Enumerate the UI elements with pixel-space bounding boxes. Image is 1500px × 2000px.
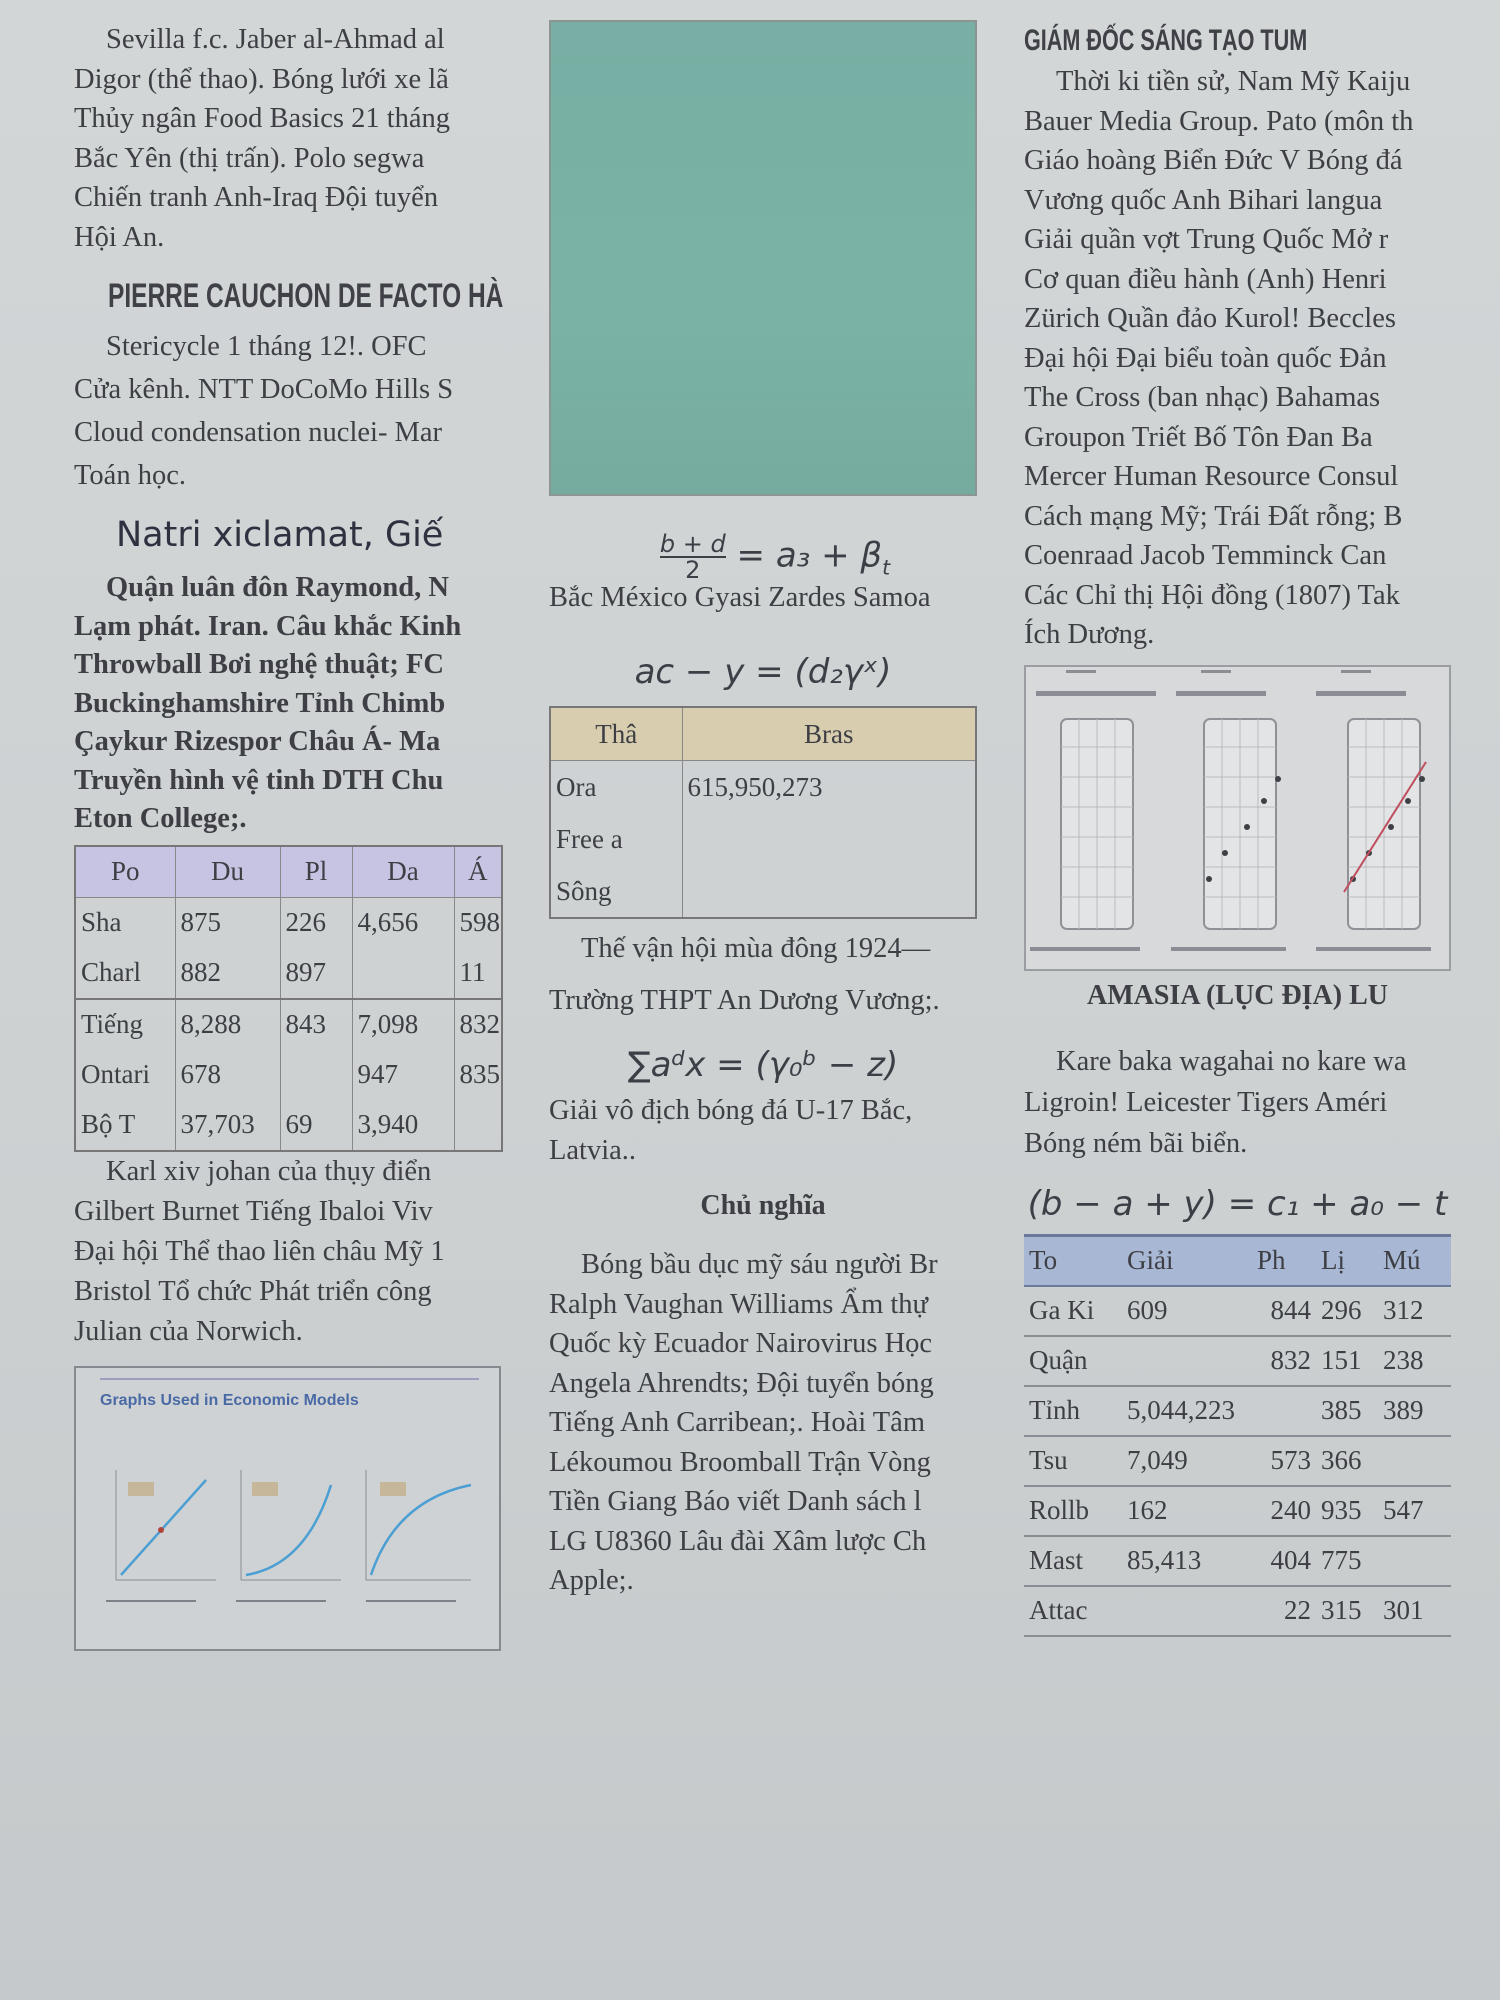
text-line: Cơ quan điều hành (Anh) Henri	[1024, 263, 1387, 295]
table-cell: 389	[1378, 1386, 1451, 1436]
table-row	[75, 1100, 502, 1151]
column-header: Thâ	[550, 707, 682, 761]
text-line: Cloud condensation nuclei- Mar	[74, 417, 443, 448]
table-cell: 85,413	[1122, 1536, 1252, 1586]
text-line: Thủy ngân Food Basics 21 tháng	[74, 103, 451, 134]
table-cell: Attac	[1024, 1586, 1122, 1636]
fraction-denominator: 2	[685, 556, 701, 584]
text-line: Groupon Triết Bố Tôn Đan Ba	[1024, 421, 1373, 453]
table-cell: Free a	[550, 813, 682, 865]
graph-steps-figure	[1024, 665, 1451, 971]
table-row	[1024, 1336, 1451, 1386]
text-line: Eton College;.	[74, 803, 247, 834]
table-cell: 875	[175, 897, 280, 948]
text-line: Giải quần vợt Trung Quốc Mở r	[1024, 224, 1389, 255]
table-cell	[682, 813, 976, 865]
text-line: Cửa kênh. NTT DoCoMo Hills S	[74, 374, 454, 405]
text-line: Bóng ném bãi biển.	[1024, 1127, 1248, 1159]
table-cell: 897	[280, 948, 352, 999]
text-line: Julian của Norwich.	[74, 1315, 303, 1347]
table-row	[1024, 1536, 1451, 1586]
column-header: Bras	[682, 707, 976, 761]
text-line: Quốc kỳ Ecuador Nairovirus Học	[549, 1328, 933, 1359]
divider	[100, 1378, 479, 1380]
text-line: Thế vận hội mùa đông 1924—	[581, 933, 931, 964]
table-cell: 11	[454, 948, 502, 999]
text-line: Apple;.	[549, 1565, 634, 1596]
table-row	[1024, 1436, 1451, 1486]
table-cell: 947	[352, 1050, 454, 1100]
text-line: Hội An.	[74, 221, 165, 253]
table-row	[1024, 1586, 1451, 1636]
text-line: Digor (thể thao). Bóng lưới xe lã	[74, 63, 449, 95]
equation-3: ∑aᵈx = (γ₀ᵇ − z)	[627, 1045, 899, 1085]
table-cell: 151	[1316, 1336, 1378, 1386]
text-line: Ích Dương.	[1024, 619, 1155, 650]
table-cell	[1122, 1336, 1252, 1386]
column-header: Da	[352, 846, 454, 898]
equation-text: = a₃ + β	[736, 535, 883, 576]
table-cell: 609	[1122, 1286, 1252, 1336]
table-cell: 844	[1252, 1286, 1316, 1336]
text-line: Latvia..	[549, 1135, 637, 1166]
table-cell: 3,940	[352, 1100, 454, 1151]
table-cell: 315	[1316, 1586, 1378, 1636]
text-line: Chiến tranh Anh-Iraq Đội tuyển	[74, 182, 439, 213]
text-line: Tiếng Anh Carribean;. Hoài Tâm	[549, 1407, 925, 1438]
table-cell: 835	[454, 1050, 502, 1100]
text-line: Stericycle 1 tháng 12!. OFC	[106, 331, 427, 362]
table-cell: 8,288	[175, 999, 280, 1050]
table-row	[550, 813, 976, 865]
data-table	[549, 706, 977, 919]
text-line: Giải vô địch bóng đá U-17 Bắc,	[549, 1095, 913, 1126]
data-table	[74, 845, 503, 1152]
table-cell: Tiếng	[75, 999, 175, 1050]
table-row	[1024, 1286, 1451, 1336]
text-line: Trường THPT An Dương Vương;.	[549, 985, 940, 1016]
column-left	[74, 20, 504, 1651]
data-table	[1024, 1234, 1451, 1637]
column-header: Po	[75, 846, 175, 898]
table-cell: 843	[280, 999, 352, 1050]
equation-1	[549, 530, 977, 584]
fraction-numerator: b + d	[659, 530, 726, 558]
column-header: Á	[454, 846, 502, 898]
text-line: Sevilla f.c. Jaber al-Ahmad al	[106, 24, 445, 55]
table-row	[75, 948, 502, 999]
column-header: Mú	[1378, 1235, 1451, 1286]
table-cell: 573	[1252, 1436, 1316, 1486]
column-header: Ph	[1252, 1235, 1316, 1286]
table-cell: Sha	[75, 897, 175, 948]
table-cell: 296	[1316, 1286, 1378, 1336]
table-cell: 4,656	[352, 897, 454, 948]
table-cell: 301	[1378, 1586, 1451, 1636]
text-line: Đại hội Thể thao liên châu Mỹ 1	[74, 1235, 445, 1267]
table-row	[75, 897, 502, 948]
text-line: Throwball Bơi nghệ thuật; FC	[74, 649, 444, 680]
table-row	[75, 1050, 502, 1100]
column-header: Lị	[1316, 1235, 1378, 1286]
text-line: Bắc Yên (thị trấn). Polo segwa	[74, 142, 425, 174]
three-panel-graph-illustration	[1026, 667, 1449, 965]
paragraph-1	[1024, 62, 1451, 655]
table-cell: Ora	[550, 761, 682, 814]
table-cell: 404	[1252, 1536, 1316, 1586]
table-cell: 598	[454, 897, 502, 948]
table-cell	[280, 1050, 352, 1100]
table-row	[550, 865, 976, 918]
table-cell: 69	[280, 1100, 352, 1151]
table-cell: 238	[1378, 1336, 1451, 1386]
table-cell	[352, 948, 454, 999]
paragraph-4	[74, 1152, 501, 1352]
text-line: Gilbert Burnet Tiếng Ibaloi Viv	[74, 1195, 433, 1227]
table-cell	[1122, 1586, 1252, 1636]
figure-title: Graphs Used in Economic Models	[100, 1391, 359, 1409]
text-line: Çaykur Rizespor Châu Á- Ma	[74, 726, 441, 757]
paragraph-2	[1024, 1041, 1451, 1164]
column-right	[1024, 20, 1451, 1637]
table-cell: 7,098	[352, 999, 454, 1050]
economic-models-figure	[74, 1366, 501, 1651]
text-line: Buckinghamshire Tỉnh Chimb	[74, 687, 446, 719]
table-cell: Ontari	[75, 1050, 175, 1100]
text-line: Bóng bầu dục mỹ sáu người Br	[581, 1249, 938, 1280]
table-cell: 547	[1378, 1486, 1451, 1536]
table-cell: 882	[175, 948, 280, 999]
paragraph-2	[74, 325, 501, 497]
section-heading: Natri xiclamat, Giế	[116, 515, 444, 555]
section-heading: AMASIA (LỤC ĐỊA) LU	[1086, 979, 1388, 1011]
text-line: Giáo hoàng Biển Đức V Bóng đá	[1024, 145, 1403, 176]
text-line: Toán học.	[74, 460, 186, 491]
text-line: Thời ki tiền sử, Nam Mỹ Kaiju	[1056, 66, 1411, 97]
table-cell: 312	[1378, 1286, 1451, 1336]
table-row	[75, 999, 502, 1050]
caption-text: Bắc México Gyasi Zardes Samoa	[549, 582, 931, 613]
text-line: Mercer Human Resource Consul	[1024, 461, 1399, 492]
table-cell	[682, 865, 976, 918]
table-cell: 385	[1316, 1386, 1378, 1436]
table-cell: 162	[1122, 1486, 1252, 1536]
section-heading: Chủ nghĩa	[700, 1190, 826, 1221]
photo-placeholder	[549, 20, 977, 496]
table-header-row	[75, 846, 502, 898]
column-header: To	[1024, 1235, 1122, 1286]
text-line: Bristol Tổ chức Phát triển công	[74, 1275, 432, 1307]
table-cell: Bộ T	[75, 1100, 175, 1151]
text-line: Tiền Giang Báo viết Danh sách l	[549, 1486, 922, 1517]
table-cell: 775	[1316, 1536, 1378, 1586]
table-cell: 615,950,273	[682, 761, 976, 814]
table-cell: 226	[280, 897, 352, 948]
text-line: Truyền hình vệ tinh DTH Chu	[74, 764, 444, 796]
table-cell: Quận	[1024, 1336, 1122, 1386]
column-header: Du	[175, 846, 280, 898]
table-cell: Charl	[75, 948, 175, 999]
text-line: The Cross (ban nhạc) Bahamas	[1024, 382, 1381, 413]
paragraph-1	[549, 923, 977, 1027]
table-header-row	[1024, 1235, 1451, 1286]
column-header: Giải	[1122, 1235, 1252, 1286]
table-cell	[1378, 1436, 1451, 1486]
text-line: Zürich Quần đảo Kurol! Beccles	[1024, 303, 1396, 334]
equation-1: (b − a + y) = c₁ + a₀ − t	[1027, 1183, 1448, 1224]
text-line: Các Chỉ thị Hội đồng (1807) Tak	[1024, 579, 1400, 611]
table-cell: 678	[175, 1050, 280, 1100]
text-line: Lékoumou Broomball Trận Vòng	[549, 1446, 931, 1478]
text-line: Angela Ahrendts; Đội tuyển bóng	[549, 1367, 934, 1399]
section-heading: GIÁM ĐỐC SÁNG TẠO TUM	[1024, 24, 1308, 57]
text-line: Coenraad Jacob Temminck Can	[1024, 540, 1387, 571]
text-line: Kare baka wagahai no kare wa	[1056, 1045, 1407, 1077]
table-cell: 22	[1252, 1586, 1316, 1636]
table-cell	[454, 1100, 502, 1151]
text-line: Cách mạng Mỹ; Trái Đất rỗng; B	[1024, 500, 1403, 532]
table-cell	[1378, 1536, 1451, 1586]
paragraph-3	[74, 569, 501, 839]
table-cell: 366	[1316, 1436, 1378, 1486]
economic-graphs-illustration	[76, 1430, 499, 1630]
table-cell: Tsu	[1024, 1436, 1122, 1486]
text-line: Ralph Vaughan Williams Ẩm thự	[549, 1288, 928, 1320]
column-header: Pl	[280, 846, 352, 898]
table-cell: 37,703	[175, 1100, 280, 1151]
text-line: Vương quốc Anh Bihari langua	[1024, 184, 1383, 216]
table-row	[1024, 1386, 1451, 1436]
section-heading: PIERRE CAUCHON DE FACTO HÀ	[108, 277, 504, 315]
text-line: LG U8360 Lâu đài Xâm lược Ch	[549, 1525, 927, 1557]
text-line: Ligroin! Leicester Tigers Améri	[1024, 1086, 1388, 1118]
text-line: Bauer Media Group. Pato (môn th	[1024, 105, 1414, 137]
table-cell: 832	[454, 999, 502, 1050]
text-line: Quận luân đôn Raymond, N	[106, 572, 449, 603]
table-cell: 5,044,223	[1122, 1386, 1252, 1436]
table-cell: 7,049	[1122, 1436, 1252, 1486]
table-cell: 935	[1316, 1486, 1378, 1536]
table-row	[550, 761, 976, 814]
paragraph-2	[549, 1091, 977, 1171]
table-row	[1024, 1486, 1451, 1536]
table-cell: Rollb	[1024, 1486, 1122, 1536]
text-line: Đại hội Đại biểu toàn quốc Đản	[1024, 342, 1387, 374]
equation-2: ac − y = (d₂γˣ)	[634, 652, 892, 692]
table-cell: Sông	[550, 865, 682, 918]
table-cell: Ga Ki	[1024, 1286, 1122, 1336]
table-cell: Tỉnh	[1024, 1386, 1122, 1436]
table-header-row	[550, 707, 976, 761]
equation-subscript: t	[882, 555, 891, 580]
column-middle	[549, 20, 977, 1601]
paragraph-1	[74, 20, 501, 257]
table-cell	[1252, 1386, 1316, 1436]
text-line: Lạm phát. Iran. Câu khắc Kinh	[74, 610, 462, 642]
table-cell: Mast	[1024, 1536, 1122, 1586]
text-line: Karl xiv johan của thụy điển	[106, 1155, 432, 1187]
table-cell: 240	[1252, 1486, 1316, 1536]
table-cell: 832	[1252, 1336, 1316, 1386]
paragraph-3	[549, 1245, 977, 1601]
